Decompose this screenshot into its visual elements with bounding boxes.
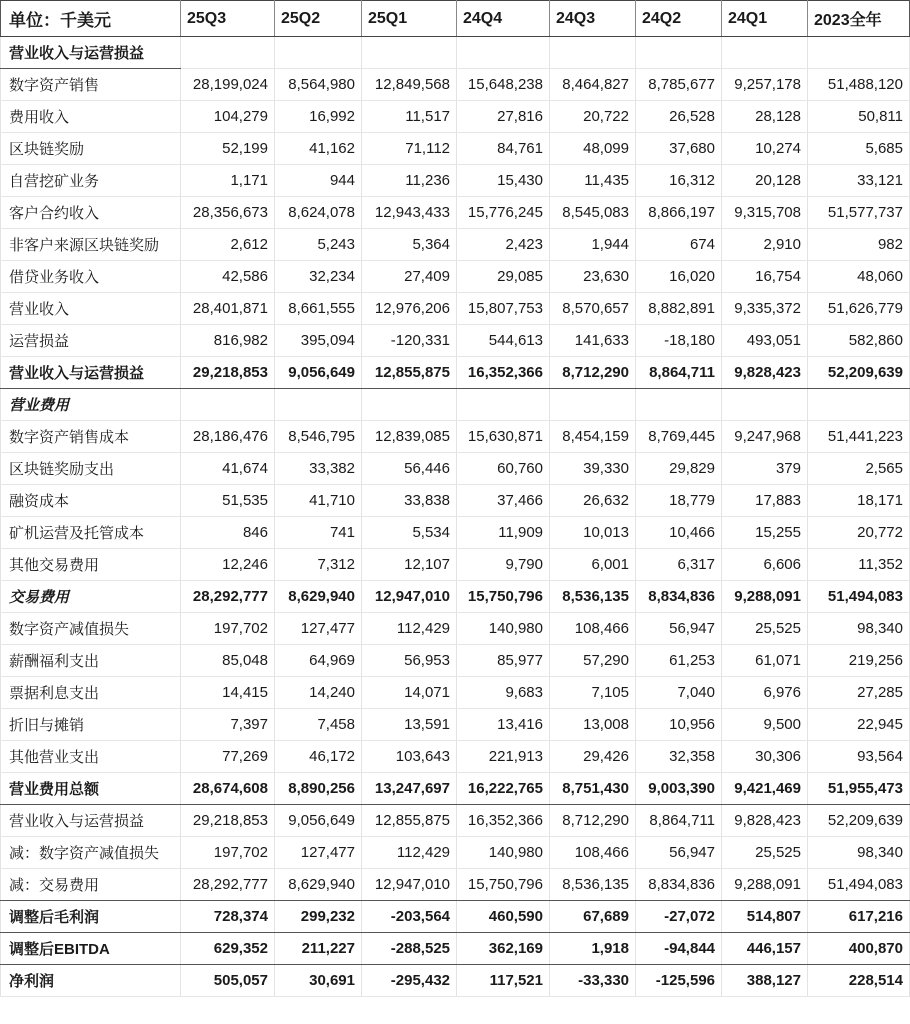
cell-value: 28,128 <box>722 101 808 133</box>
cell-value: 28,186,476 <box>181 421 275 453</box>
cell-value: 13,416 <box>457 709 550 741</box>
cell-value: -125,596 <box>636 965 722 997</box>
cell-value: 52,209,639 <box>808 805 910 837</box>
table-row <box>1 965 910 997</box>
row-label: 调整后EBITDA <box>1 933 181 965</box>
cell-value: 379 <box>722 453 808 485</box>
cell-value: 77,269 <box>181 741 275 773</box>
cell-value: 395,094 <box>275 325 362 357</box>
cell-value: 29,085 <box>457 261 550 293</box>
cell-value: 982 <box>808 229 910 261</box>
cell-value: 17,883 <box>722 485 808 517</box>
cell-value: 37,680 <box>636 133 722 165</box>
cell-value: 29,426 <box>550 741 636 773</box>
cell-value: 13,008 <box>550 709 636 741</box>
table-row <box>1 741 910 773</box>
cell-value: 33,121 <box>808 165 910 197</box>
cell-value: 29,218,853 <box>181 357 275 389</box>
row-label: 交易费用 <box>1 581 181 613</box>
row-label: 非客户来源区块链奖励 <box>1 229 181 261</box>
cell-value: 27,409 <box>362 261 457 293</box>
cell-value: 127,477 <box>275 837 362 869</box>
section-row-expenses <box>1 389 910 421</box>
row-label: 营业费用总额 <box>1 773 181 805</box>
cell-value: 2,612 <box>181 229 275 261</box>
cell-value: 48,099 <box>550 133 636 165</box>
cell-value: 9,257,178 <box>722 69 808 101</box>
cell-value: 8,864,711 <box>636 805 722 837</box>
cell-value: 7,105 <box>550 677 636 709</box>
cell-value: 2,423 <box>457 229 550 261</box>
cell-value: 32,358 <box>636 741 722 773</box>
row-label: 数字资产销售成本 <box>1 421 181 453</box>
cell-value: 197,702 <box>181 837 275 869</box>
cell-value: 103,643 <box>362 741 457 773</box>
cell-value: 16,020 <box>636 261 722 293</box>
row-label: 其他交易费用 <box>1 549 181 581</box>
cell-value: 219,256 <box>808 645 910 677</box>
cell-value: 20,128 <box>722 165 808 197</box>
cell-value: 117,521 <box>457 965 550 997</box>
table-row <box>1 261 910 293</box>
cell-value: 228,514 <box>808 965 910 997</box>
cell-value: 7,312 <box>275 549 362 581</box>
cell-value: 51,441,223 <box>808 421 910 453</box>
cell-value: 48,060 <box>808 261 910 293</box>
table-row <box>1 677 910 709</box>
cell-value: 30,691 <box>275 965 362 997</box>
cell-value: 50,811 <box>808 101 910 133</box>
column-header: 24Q2 <box>636 1 722 37</box>
cell-value: 1,171 <box>181 165 275 197</box>
table-row <box>1 325 910 357</box>
cell-value: 84,761 <box>457 133 550 165</box>
cell-value: 15,750,796 <box>457 869 550 901</box>
cell-value: 11,435 <box>550 165 636 197</box>
cell-value: 505,057 <box>181 965 275 997</box>
cell-value: 127,477 <box>275 613 362 645</box>
cell-value: 8,785,677 <box>636 69 722 101</box>
section-title: 营业收入与运营损益 <box>1 37 181 69</box>
cell-value: 1,918 <box>550 933 636 965</box>
cell-value: 20,722 <box>550 101 636 133</box>
table-row <box>1 421 910 453</box>
row-label: 调整后毛利润 <box>1 901 181 933</box>
cell-value: 8,834,836 <box>636 869 722 901</box>
cell-value: 108,466 <box>550 613 636 645</box>
table-row <box>1 165 910 197</box>
table-row <box>1 645 910 677</box>
table-row <box>1 773 910 805</box>
cell-value: 51,494,083 <box>808 869 910 901</box>
cell-value: -120,331 <box>362 325 457 357</box>
cell-value: 11,909 <box>457 517 550 549</box>
cell-value: 15,430 <box>457 165 550 197</box>
cell-value: 28,199,024 <box>181 69 275 101</box>
cell-value: 30,306 <box>722 741 808 773</box>
cell-value: 16,992 <box>275 101 362 133</box>
cell-value: 67,689 <box>550 901 636 933</box>
row-label: 其他营业支出 <box>1 741 181 773</box>
cell-value: 29,829 <box>636 453 722 485</box>
cell-value: 16,754 <box>722 261 808 293</box>
cell-value: 42,586 <box>181 261 275 293</box>
column-header: 2023全年 <box>808 1 910 37</box>
row-label: 区块链奖励 <box>1 133 181 165</box>
cell-value: 514,807 <box>722 901 808 933</box>
cell-value: 5,364 <box>362 229 457 261</box>
column-header: 25Q2 <box>275 1 362 37</box>
cell-value: 6,317 <box>636 549 722 581</box>
table-row <box>1 453 910 485</box>
cell-value: 8,712,290 <box>550 357 636 389</box>
table-row <box>1 869 910 901</box>
cell-value: 26,632 <box>550 485 636 517</box>
table-row <box>1 69 910 101</box>
row-label: 减：数字资产减值损失 <box>1 837 181 869</box>
row-label: 折旧与摊销 <box>1 709 181 741</box>
cell-value: 51,955,473 <box>808 773 910 805</box>
row-label: 费用收入 <box>1 101 181 133</box>
cell-value: -288,525 <box>362 933 457 965</box>
row-label: 净利润 <box>1 965 181 997</box>
cell-value: 61,253 <box>636 645 722 677</box>
cell-value: 93,564 <box>808 741 910 773</box>
table-row <box>1 357 910 389</box>
cell-value: 60,760 <box>457 453 550 485</box>
table-row <box>1 197 910 229</box>
cell-value: 9,056,649 <box>275 357 362 389</box>
cell-value: 12,976,206 <box>362 293 457 325</box>
cell-value: 629,352 <box>181 933 275 965</box>
cell-value: 388,127 <box>722 965 808 997</box>
cell-value: 51,577,737 <box>808 197 910 229</box>
row-label: 融资成本 <box>1 485 181 517</box>
cell-value: 12,855,875 <box>362 805 457 837</box>
cell-value: 85,048 <box>181 645 275 677</box>
cell-value: 56,947 <box>636 613 722 645</box>
cell-value: 16,352,366 <box>457 357 550 389</box>
cell-value: 6,976 <box>722 677 808 709</box>
cell-value: 33,838 <box>362 485 457 517</box>
cell-value: 9,288,091 <box>722 581 808 613</box>
cell-value: 33,382 <box>275 453 362 485</box>
table-row <box>1 709 910 741</box>
cell-value: 104,279 <box>181 101 275 133</box>
cell-value: 846 <box>181 517 275 549</box>
column-header: 24Q1 <box>722 1 808 37</box>
cell-value: 37,466 <box>457 485 550 517</box>
cell-value: 27,285 <box>808 677 910 709</box>
row-label: 矿机运营及托管成本 <box>1 517 181 549</box>
cell-value: 56,947 <box>636 837 722 869</box>
row-label: 营业收入 <box>1 293 181 325</box>
cell-value: 362,169 <box>457 933 550 965</box>
cell-value: 16,352,366 <box>457 805 550 837</box>
row-label: 营业收入与运营损益 <box>1 805 181 837</box>
cell-value: 64,969 <box>275 645 362 677</box>
cell-value: 8,536,135 <box>550 581 636 613</box>
cell-value: 15,807,753 <box>457 293 550 325</box>
cell-value: 9,056,649 <box>275 805 362 837</box>
column-header: 25Q3 <box>181 1 275 37</box>
cell-value: 10,466 <box>636 517 722 549</box>
cell-value: 6,606 <box>722 549 808 581</box>
section-row-revenue <box>1 37 910 69</box>
row-label: 薪酬福利支出 <box>1 645 181 677</box>
cell-value: 8,890,256 <box>275 773 362 805</box>
cell-value: 12,107 <box>362 549 457 581</box>
cell-value: 9,683 <box>457 677 550 709</box>
cell-value: 14,240 <box>275 677 362 709</box>
table-row <box>1 133 910 165</box>
cell-value: 493,051 <box>722 325 808 357</box>
cell-value: 7,458 <box>275 709 362 741</box>
cell-value: 10,274 <box>722 133 808 165</box>
cell-value: 112,429 <box>362 613 457 645</box>
cell-value: 8,629,940 <box>275 869 362 901</box>
row-label: 票据利息支出 <box>1 677 181 709</box>
cell-value: 39,330 <box>550 453 636 485</box>
cell-value: 2,565 <box>808 453 910 485</box>
cell-value: 8,864,711 <box>636 357 722 389</box>
cell-value: 141,633 <box>550 325 636 357</box>
cell-value: 32,234 <box>275 261 362 293</box>
cell-value: 15,648,238 <box>457 69 550 101</box>
column-header: 24Q4 <box>457 1 550 37</box>
table-row <box>1 933 910 965</box>
cell-value: 728,374 <box>181 901 275 933</box>
cell-value: 9,790 <box>457 549 550 581</box>
column-header: 25Q1 <box>362 1 457 37</box>
cell-value: 9,828,423 <box>722 357 808 389</box>
cell-value: 8,624,078 <box>275 197 362 229</box>
cell-value: 446,157 <box>722 933 808 965</box>
cell-value: 8,546,795 <box>275 421 362 453</box>
cell-value: 28,674,608 <box>181 773 275 805</box>
cell-value: 23,630 <box>550 261 636 293</box>
cell-value: 944 <box>275 165 362 197</box>
cell-value: 98,340 <box>808 837 910 869</box>
cell-value: 108,466 <box>550 837 636 869</box>
cell-value: 51,488,120 <box>808 69 910 101</box>
cell-value: 9,315,708 <box>722 197 808 229</box>
cell-value: 28,292,777 <box>181 581 275 613</box>
cell-value: 5,534 <box>362 517 457 549</box>
cell-value: 9,247,968 <box>722 421 808 453</box>
cell-value: 98,340 <box>808 613 910 645</box>
cell-value: 12,947,010 <box>362 869 457 901</box>
cell-value: 400,870 <box>808 933 910 965</box>
cell-value: 741 <box>275 517 362 549</box>
table-row <box>1 229 910 261</box>
cell-value: 8,570,657 <box>550 293 636 325</box>
row-label: 借贷业务收入 <box>1 261 181 293</box>
cell-value: 12,839,085 <box>362 421 457 453</box>
cell-value: 11,236 <box>362 165 457 197</box>
cell-value: 8,454,159 <box>550 421 636 453</box>
table-row <box>1 805 910 837</box>
cell-value: 12,246 <box>181 549 275 581</box>
cell-value: 51,494,083 <box>808 581 910 613</box>
cell-value: 9,335,372 <box>722 293 808 325</box>
cell-value: 18,171 <box>808 485 910 517</box>
cell-value: 52,199 <box>181 133 275 165</box>
table-row <box>1 837 910 869</box>
cell-value: 61,071 <box>722 645 808 677</box>
cell-value: 28,356,673 <box>181 197 275 229</box>
table-row <box>1 101 910 133</box>
cell-value: 41,162 <box>275 133 362 165</box>
cell-value: 221,913 <box>457 741 550 773</box>
cell-value: -33,330 <box>550 965 636 997</box>
cell-value: 112,429 <box>362 837 457 869</box>
cell-value: 211,227 <box>275 933 362 965</box>
cell-value: 26,528 <box>636 101 722 133</box>
cell-value: 9,828,423 <box>722 805 808 837</box>
cell-value: 56,446 <box>362 453 457 485</box>
row-label: 营业收入与运营损益 <box>1 357 181 389</box>
cell-value: 20,772 <box>808 517 910 549</box>
cell-value: 12,855,875 <box>362 357 457 389</box>
cell-value: 41,674 <box>181 453 275 485</box>
cell-value: 8,834,836 <box>636 581 722 613</box>
cell-value: 71,112 <box>362 133 457 165</box>
cell-value: 6,001 <box>550 549 636 581</box>
cell-value: 15,630,871 <box>457 421 550 453</box>
cell-value: -203,564 <box>362 901 457 933</box>
cell-value: 28,292,777 <box>181 869 275 901</box>
cell-value: 7,040 <box>636 677 722 709</box>
table-row <box>1 293 910 325</box>
cell-value: 15,255 <box>722 517 808 549</box>
cell-value: 18,779 <box>636 485 722 517</box>
table-row <box>1 517 910 549</box>
cell-value: 27,816 <box>457 101 550 133</box>
cell-value: 140,980 <box>457 837 550 869</box>
cell-value: 12,849,568 <box>362 69 457 101</box>
row-label: 自营挖矿业务 <box>1 165 181 197</box>
cell-value: 9,500 <box>722 709 808 741</box>
cell-value: 544,613 <box>457 325 550 357</box>
cell-value: 8,751,430 <box>550 773 636 805</box>
cell-value: 11,517 <box>362 101 457 133</box>
table-row <box>1 613 910 645</box>
cell-value: 25,525 <box>722 613 808 645</box>
cell-value: 8,536,135 <box>550 869 636 901</box>
cell-value: 8,545,083 <box>550 197 636 229</box>
cell-value: 57,290 <box>550 645 636 677</box>
cell-value: 8,866,197 <box>636 197 722 229</box>
cell-value: 1,944 <box>550 229 636 261</box>
cell-value: 11,352 <box>808 549 910 581</box>
cell-value: 2,910 <box>722 229 808 261</box>
table-row <box>1 901 910 933</box>
table-row <box>1 549 910 581</box>
cell-value: 12,943,433 <box>362 197 457 229</box>
cell-value: 816,982 <box>181 325 275 357</box>
cell-value: 5,243 <box>275 229 362 261</box>
cell-value: 197,702 <box>181 613 275 645</box>
cell-value: 8,769,445 <box>636 421 722 453</box>
row-label: 数字资产销售 <box>1 69 181 101</box>
cell-value: 8,661,555 <box>275 293 362 325</box>
cell-value: 51,626,779 <box>808 293 910 325</box>
cell-value: -94,844 <box>636 933 722 965</box>
cell-value: -27,072 <box>636 901 722 933</box>
cell-value: 29,218,853 <box>181 805 275 837</box>
cell-value: -295,432 <box>362 965 457 997</box>
cell-value: 9,003,390 <box>636 773 722 805</box>
table-row <box>1 485 910 517</box>
cell-value: 25,525 <box>722 837 808 869</box>
cell-value: -18,180 <box>636 325 722 357</box>
cell-value: 12,947,010 <box>362 581 457 613</box>
cell-value: 8,629,940 <box>275 581 362 613</box>
row-label: 数字资产减值损失 <box>1 613 181 645</box>
cell-value: 460,590 <box>457 901 550 933</box>
cell-value: 16,222,765 <box>457 773 550 805</box>
cell-value: 8,882,891 <box>636 293 722 325</box>
table-row <box>1 581 910 613</box>
row-label: 客户合约收入 <box>1 197 181 229</box>
cell-value: 140,980 <box>457 613 550 645</box>
cell-value: 52,209,639 <box>808 357 910 389</box>
cell-value: 22,945 <box>808 709 910 741</box>
cell-value: 5,685 <box>808 133 910 165</box>
cell-value: 16,312 <box>636 165 722 197</box>
cell-value: 9,421,469 <box>722 773 808 805</box>
cell-value: 15,776,245 <box>457 197 550 229</box>
cell-value: 8,712,290 <box>550 805 636 837</box>
cell-value: 299,232 <box>275 901 362 933</box>
cell-value: 10,013 <box>550 517 636 549</box>
cell-value: 8,464,827 <box>550 69 636 101</box>
unit-label: 单位：千美元 <box>1 1 181 37</box>
cell-value: 7,397 <box>181 709 275 741</box>
row-label: 运营损益 <box>1 325 181 357</box>
cell-value: 582,860 <box>808 325 910 357</box>
cell-value: 41,710 <box>275 485 362 517</box>
cell-value: 14,071 <box>362 677 457 709</box>
cell-value: 8,564,980 <box>275 69 362 101</box>
cell-value: 674 <box>636 229 722 261</box>
cell-value: 46,172 <box>275 741 362 773</box>
section-title: 营业费用 <box>1 389 181 421</box>
cell-value: 56,953 <box>362 645 457 677</box>
cell-value: 85,977 <box>457 645 550 677</box>
cell-value: 51,535 <box>181 485 275 517</box>
cell-value: 617,216 <box>808 901 910 933</box>
row-label: 减：交易费用 <box>1 869 181 901</box>
cell-value: 13,591 <box>362 709 457 741</box>
column-header: 24Q3 <box>550 1 636 37</box>
header-row <box>1 1 910 37</box>
cell-value: 15,750,796 <box>457 581 550 613</box>
cell-value: 28,401,871 <box>181 293 275 325</box>
cell-value: 13,247,697 <box>362 773 457 805</box>
row-label: 区块链奖励支出 <box>1 453 181 485</box>
cell-value: 9,288,091 <box>722 869 808 901</box>
cell-value: 10,956 <box>636 709 722 741</box>
cell-value: 14,415 <box>181 677 275 709</box>
